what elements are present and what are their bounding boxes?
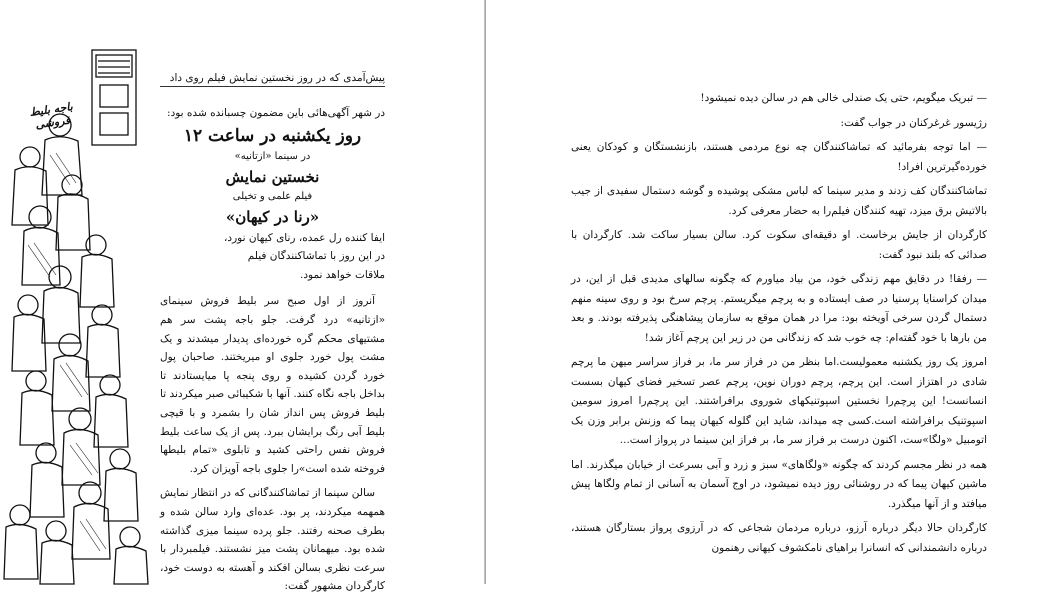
intro-line: در شهر آگهی‌هائی باین مضمون چسبانده شده بود: <box>167 107 385 119</box>
booth-sign-label: باجه بلیط فروشی <box>28 100 74 132</box>
left-paragraph-2: سالن سینما از تماشاکنندگانی که در انتظار نمایش همهمه میکردند، پر بود. عده‌ای وارد سالن شده و بطرف صحنه رفتند. جلو پرده سینما میزی گذاشته شده بود. میهمانان پشت میز نشستند. فیلمبردار با سرعت نظری بسالن افکند و آهسته به دوست خود، کارگردان مشهور گفت: <box>160 487 385 593</box>
right-paragraph-5: کارگردان از جایش برخاست. او دقیقه‌ای سکوت کرد. سالن بسیار ساکت شد. کارگردان با صدائی که بلند نبود گفت: <box>571 229 987 261</box>
poster-line-5: «رنا در کیهان» <box>225 207 320 226</box>
poster-line-3: نخستین نمایش <box>225 167 320 186</box>
chapter-title: پیش‌آمدی که در روز نخستین نمایش فیلم روی داد <box>160 72 385 87</box>
left-paragraph-1: آنروز از اول صبح سر بلیط فروش سینمای «ازتانیه» درد گرفت. جلو باجه پشت سر هم مشتیهای محکم گره خورده‌ای پدیدار میشدند و یک مشت پول خورد جلوی او میریختند. صاحبان پول خورد گردن کشیده و روی پنجه پا میایستادند تا بداخل باجه نگاه کنند. آنها با شکیبائی صبر میکردند تا بلیط فروش پس انداز شان را بشمرد و با قیچی بلیط آبی رنگ برایشان ببرد. پس از یک ساعت بلیط فروش نفس راحتی کشید و تابلوی «تمام بلیطها فروخته شده است»را جلوی باجه آویزان کرد. <box>160 295 385 475</box>
crowd-queue-illustration <box>0 45 160 584</box>
poster-line-2: در سینما «ازتانیه» <box>234 150 311 162</box>
right-paragraph-1: — تبریک میگویم، حتی یک صندلی خالی هم در سالن دیده نمیشود! <box>700 92 987 104</box>
right-paragraph-4: تماشاکنندگان کف زدند و مدیر سینما که لباس مشکی پوشیده و گوشه دستمال سفیدی از جیب بالاتیش برق میزد، تهیه کنندگان فیلم‌را به حضار معرفی کرد. <box>571 185 987 217</box>
poster-line-1: روز یکشنبه در ساعت ۱۲ <box>183 125 362 146</box>
right-paragraph-9: کارگردان حالا دیگر درباره آرزو، درباره مردمان شجاعی که در آرزوی پرواز بستارگان هستند، درباره دانشمندانی که انسانرا براهیای نامکشوف کیهانی رهنمون <box>571 522 987 554</box>
poster-line-7: در این روز با تماشاکنندگان فیلم <box>247 250 385 263</box>
left-page <box>0 0 486 593</box>
right-paragraph-3: — اما توجه بفرمائید که تماشاکنندگان چه نوع مردمی هستند، بازنشستگان و کودکان یعنی خورده‌گیرترین افراد! <box>571 141 987 173</box>
right-paragraph-6: — رفقا! در دقایق مهم زندگی خود، من بیاد میاورم که چگونه سالهای مدیدی قبل از این، در میدان کراسنایا پرسنیا در صف ایستاده و به پرچم میگریستم. پرچم سرخ بود و روی سینه منهم دستمال گردن سرخی آویخته بود: مرا در همان موقع به سازمان پیشاهنگی پذیرفته بودند. و بعد من بارها با خود گفته‌ام: چه خوب شد که زندگانی من در زیر این پرچم آغاز شد! <box>571 273 987 344</box>
poster-line-4: فیلم علمی و تخیلی <box>232 190 313 202</box>
right-paragraph-2: رژیسور غرغرکنان در جواب گفت: <box>840 116 987 129</box>
right-text-column <box>571 89 987 558</box>
right-paragraph-7: امروز یک روز یکشنبه معمولیست.اما بنظر من در فراز سر ما، بر فراز سراسر میهن ما پرچم شادی در اهتزاز است. این پرچم، پرچم دوران نوین، پرچم عصر تسخیر فضای کیهان بسست انسانست! این پرچم‌را نخستین اسپوتنیکهای شوروی برافراشتند. این پرچم‌را امروز سومین اسپوتنیک برافراشته است.کسی چه میداند، شاید این گلوله کیهان پیما که وزنش برابر وزن یک اتومبیل «ولگا»ست، اکنون درست بر فراز سر ما، بر فراز این سینما در پرواز است... <box>571 356 987 446</box>
poster-line-6: ایفا کننده رل عمده، رنای کیهان نورد، <box>224 231 385 244</box>
poster-line-8: ملاقات خواهد نمود. <box>300 268 385 281</box>
left-text-column <box>160 104 385 596</box>
right-paragraph-8: همه در نظر مجسم کردند که چگونه «ولگاهای» سبز و زرد و آبی بسرعت از خیابان میگذرند. اما ماشین کیهان پیما که در روشنائی روز دیده نمیشود، در اوج آسمان به آسانی از تمام ولگاها پیش میافتد و از آنها میگذرد. <box>571 458 987 510</box>
